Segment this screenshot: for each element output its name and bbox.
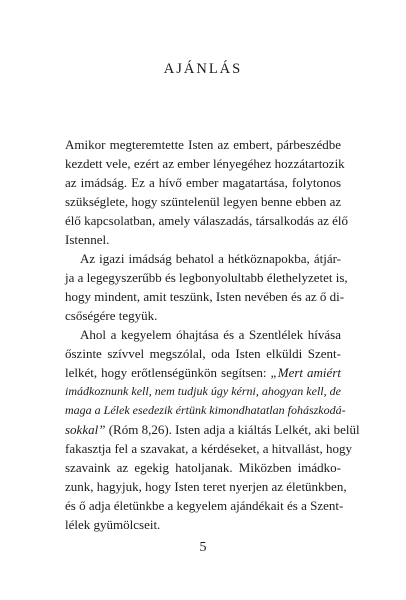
text-line — [65, 230, 341, 249]
text-segment: ja a legegyszerűbb és legbonyolultabb élethelyzetet is, — [65, 270, 348, 285]
text-line — [65, 154, 345, 173]
page-title: AJÁNLÁS — [163, 61, 243, 77]
text-segment: élő kapcsolatban, amely válaszadás, társalkodás az élő — [65, 213, 348, 228]
text-segment: és ő adja életünkbe a kegyelem ajándékait és a Szent- — [65, 498, 344, 513]
text-segment: zunk, hagyjuk, hogy Isten teret nyerjen az életünkben, — [65, 479, 347, 494]
text-line — [65, 515, 341, 534]
text-segment: lélek gyümölcseit. — [65, 517, 161, 532]
text-line — [65, 211, 348, 230]
text-line — [65, 382, 341, 401]
text-line — [65, 287, 345, 306]
text-segment: Istennel. — [65, 232, 110, 247]
text-line — [65, 420, 360, 439]
text-segment: Az igazi imádság behatol a hétköznapokba, átjár- — [80, 251, 341, 266]
text-line — [65, 268, 348, 287]
text-line — [65, 401, 346, 420]
text-line — [65, 496, 344, 515]
text-segment: szükséglete, hogy szüntelenül legyen benne ebben az — [65, 194, 342, 209]
text-line — [65, 325, 341, 344]
text-line — [65, 477, 347, 496]
text-segment: csőségére tegyük. — [65, 308, 158, 323]
page-number: 5 — [199, 540, 207, 555]
text-segment: kezdett vele, ezért az ember lényegéhez hozzátartozik — [65, 156, 345, 171]
quote-segment: imádkoznunk kell, nem tudjuk úgy kérni, ahogyan kell, de — [65, 384, 341, 398]
text-line — [65, 363, 341, 382]
quote-segment: maga a Lélek esedezik értünk kimondhatatlan fohászkodá- — [65, 403, 346, 417]
text-line — [65, 306, 341, 325]
text-segment: hogy mindent, amit teszünk, Isten nevében és az ő di- — [65, 289, 345, 304]
text-segment: őszinte szívvel megszólal, oda Isten elküldi Szent- — [65, 346, 341, 361]
text-line — [65, 173, 341, 192]
text-segment: (Róm 8,26). Isten adja a kiáltás Lelkét, aki belül — [105, 422, 360, 437]
body-text — [65, 135, 360, 534]
text-line — [65, 192, 341, 211]
quote-segment: sokkal” — [65, 422, 106, 437]
text-line — [65, 344, 341, 363]
text-segment: szavaink az egekig hatoljanak. Miközben imádko- — [65, 460, 341, 475]
text-segment: Amikor megteremtette Isten az embert, párbeszédbe — [65, 137, 341, 152]
text-line — [65, 249, 341, 268]
text-segment: lelkét, hogy erőtlenségünkön segítsen: — [65, 365, 271, 380]
quote-segment: „Mert amiért — [270, 365, 341, 380]
text-segment: Ahol a kegyelem óhajtása és a Szentlélek hívása — [80, 327, 341, 342]
text-segment: fakasztja fel a szavakat, a kérdéseket, a hitvallást, hogy — [65, 441, 352, 456]
text-line — [65, 135, 341, 154]
text-line — [65, 458, 341, 477]
text-line — [65, 439, 352, 458]
text-segment: az imádság. Ez a hívő ember magatartása, folytonos — [65, 175, 341, 190]
